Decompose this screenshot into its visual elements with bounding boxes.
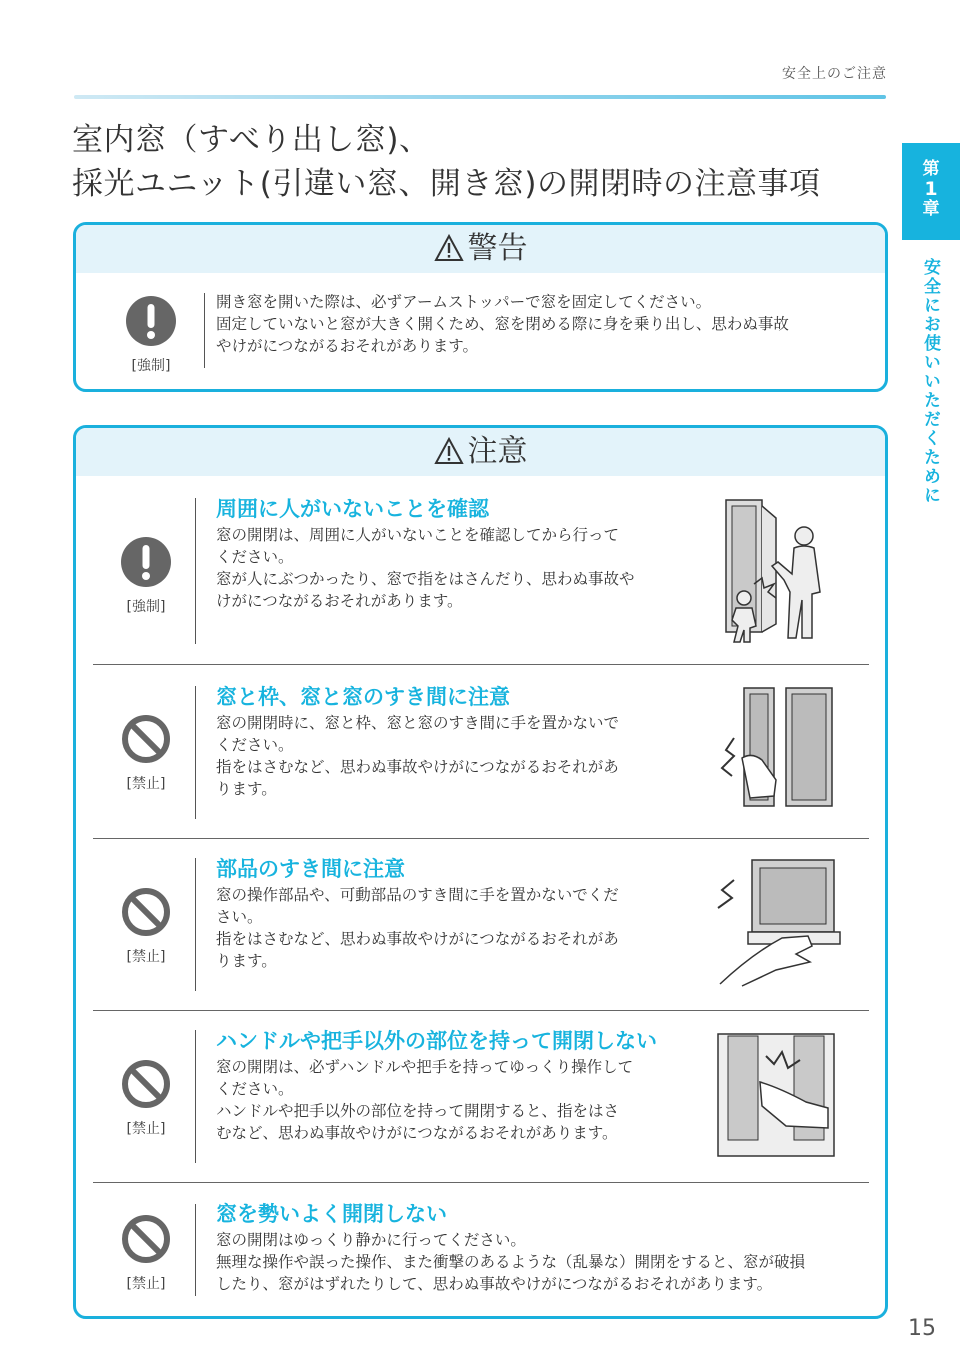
warning-line: 固定していないと窓が大きく開くため、窓を閉める際に身を乗り出し、思わぬ事故 — [216, 315, 789, 333]
warning-symbol-label: [強制] — [131, 358, 171, 374]
caution-item-4-title: ハンドルや把手以外の部位を持って開閉しない — [216, 1029, 657, 1053]
page-number: 15 — [908, 1316, 936, 1341]
chapter-side-label: 安全にお使いいただくために — [920, 258, 940, 505]
mandatory-icon — [120, 536, 172, 588]
caution-item-1-line: けがにつながるおそれがあります。 — [216, 592, 463, 610]
caution-item-1-line: 窓が人にぶつかったり、窓で指をはさんだり、思わぬ事故や — [216, 570, 635, 588]
caution-item-5-line: 無理な操作や誤った操作、また衝撃のあるような（乱暴な）開閉をすると、窓が破損 — [216, 1253, 806, 1271]
warning-line: やけがにつながるおそれがあります。 — [216, 337, 478, 355]
caution-item-2-line: 指をはさむなど、思わぬ事故やけがにつながるおそれがあ — [216, 758, 619, 776]
handle-hand-illustration — [716, 1032, 838, 1160]
warning-symbol — [121, 295, 181, 375]
warning-heading-text: 警告 — [467, 231, 528, 266]
caution-separator — [93, 664, 869, 665]
caution-item-2-line: ください。 — [216, 736, 294, 754]
caution-box — [73, 425, 888, 1319]
warning-divider — [204, 293, 205, 368]
warning-line: 開き窓を開いた際は、必ずアームストッパーで窓を固定してください。 — [216, 293, 712, 311]
caution-item-1-line: ください。 — [216, 548, 294, 566]
caution-item-2-content — [216, 682, 676, 800]
caution-item-1-divider — [195, 498, 196, 644]
caution-item-2-line: 窓の開閉時に、窓と枠、窓と窓のすき間に手を置かないで — [216, 714, 620, 732]
caution-item-3-line: 指をはさむなど、思わぬ事故やけがにつながるおそれがあ — [216, 930, 619, 948]
caution-item-5-divider — [195, 1204, 196, 1296]
header-rule — [74, 95, 886, 99]
caution-item-1-symbol-label: [強制] — [126, 599, 166, 615]
prohibition-icon — [120, 1058, 172, 1110]
caution-item-3-symbol — [116, 886, 176, 966]
warning-text — [216, 291, 876, 357]
page-title-line2: 採光ユニット(引違い窓、開き窓)の開閉時の注意事項 — [72, 166, 821, 202]
chapter-tab-number: 1 — [924, 178, 938, 200]
caution-item-5-content — [216, 1199, 876, 1295]
caution-item-2-divider — [195, 686, 196, 819]
caution-separator — [93, 1010, 869, 1011]
caution-item-4-line: ください。 — [216, 1080, 294, 1098]
section-label: 安全上のご注意 — [782, 66, 887, 82]
caution-item-1-content — [216, 494, 676, 612]
caution-item-2-symbol-label: [禁止] — [126, 776, 166, 792]
caution-item-2-line: ります。 — [216, 780, 277, 798]
caution-separator — [93, 1182, 869, 1183]
caution-item-5-title: 窓を勢いよく開閉しない — [216, 1202, 447, 1226]
mandatory-icon — [125, 295, 177, 347]
page-title-line1: 室内窓（すべり出し窓)、 — [72, 122, 431, 158]
caution-separator — [93, 838, 869, 839]
caution-item-4-symbol-label: [禁止] — [126, 1121, 166, 1137]
chapter-tab-line1: 第 — [922, 159, 940, 179]
prohibition-icon — [120, 1213, 172, 1265]
hardware-gap-hand-illustration — [712, 858, 842, 988]
caution-item-1-line: 窓の開閉は、周囲に人がいないことを確認してから行って — [216, 526, 620, 544]
caution-item-4-content — [216, 1026, 696, 1144]
caution-item-4-line: 窓の開閉は、必ずハンドルや把手を持ってゆっくり操作して — [216, 1058, 634, 1076]
chapter-tab — [902, 143, 960, 240]
caution-item-3-line: さい。 — [216, 908, 263, 926]
caution-item-4-divider — [195, 1030, 196, 1163]
caution-item-2-symbol — [116, 713, 176, 793]
caution-item-2-title: 窓と枠、窓と窓のすき間に注意 — [216, 685, 510, 709]
caution-item-3-content — [216, 854, 676, 972]
caution-heading-text: 注意 — [467, 434, 528, 469]
caution-item-5-line: したり、窓がはずれたりして、思わぬ事故やけがにつながるおそれがあります。 — [216, 1275, 773, 1293]
caution-item-4-line: ハンドルや把手以外の部位を持って開閉すると、指をはさ — [216, 1102, 620, 1120]
caution-item-3-line: ります。 — [216, 952, 277, 970]
warning-box — [73, 222, 888, 392]
caution-item-4-symbol — [116, 1058, 176, 1138]
caution-item-1-title: 周囲に人がいないことを確認 — [216, 497, 489, 521]
warning-triangle-icon — [434, 234, 464, 262]
caution-triangle-icon — [434, 437, 464, 465]
prohibition-icon — [120, 886, 172, 938]
caution-item-3-line: 窓の操作部品や、可動部品のすき間に手を置かないでくだ — [216, 886, 619, 904]
window-people-illustration — [716, 496, 836, 648]
caution-item-3-divider — [195, 858, 196, 991]
caution-item-5-symbol-label: [禁止] — [126, 1276, 166, 1292]
chapter-tab-line3: 章 — [922, 199, 940, 219]
caution-item-3-title: 部品のすき間に注意 — [216, 857, 405, 881]
page-title — [72, 118, 820, 206]
prohibition-icon — [120, 713, 172, 765]
warning-heading — [76, 225, 885, 273]
caution-item-5-symbol — [116, 1213, 176, 1293]
caution-heading — [76, 428, 885, 476]
caution-item-4-line: むなど、思わぬ事故やけがにつながるおそれがあります。 — [216, 1124, 618, 1142]
caution-item-5-line: 窓の開閉はゆっくり静かに行ってください。 — [216, 1231, 526, 1249]
caution-item-3-symbol-label: [禁止] — [126, 949, 166, 965]
window-gap-hand-illustration — [712, 686, 842, 812]
caution-item-1-symbol — [116, 536, 176, 616]
